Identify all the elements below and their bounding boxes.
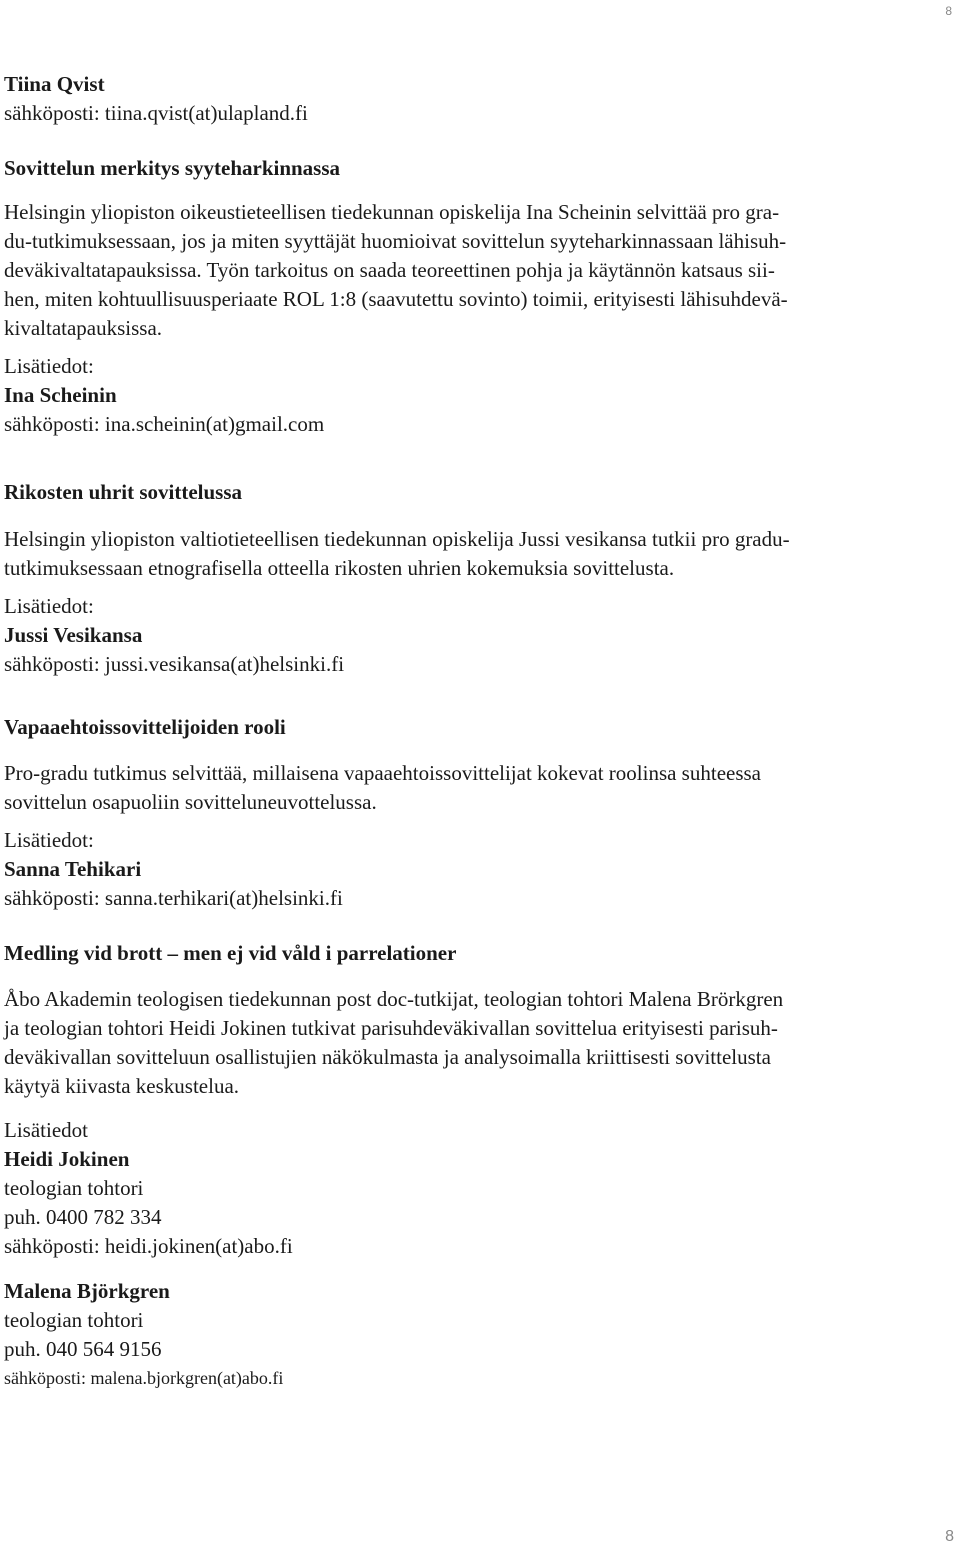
contact-name: Jussi Vesikansa bbox=[4, 623, 143, 647]
contact-name: Malena Björkgren bbox=[4, 1279, 170, 1303]
contact-title: teologian tohtori bbox=[4, 1308, 144, 1332]
info-label: Lisätiedot: bbox=[4, 354, 94, 378]
section-title: Medling vid brott – men ej vid våld i parrelationer bbox=[4, 941, 457, 965]
paragraph-line: tutkimuksessaan etnografisella otteella rikosten uhrien kokemuksia sovittelusta. bbox=[4, 556, 675, 580]
paragraph-line: ja teologian tohtori Heidi Jokinen tutkivat parisuhdeväkivallan sovittelua erityisesti parisuh- bbox=[4, 1016, 778, 1040]
section-title: Sovittelun merkitys syyteharkinnassa bbox=[4, 156, 341, 180]
info-label: Lisätiedot bbox=[4, 1118, 88, 1142]
paragraph-line: kivaltatapauksissa. bbox=[4, 316, 163, 340]
contact-name: Heidi Jokinen bbox=[4, 1147, 130, 1171]
section-title: Vapaaehtoissovittelijoiden rooli bbox=[4, 715, 286, 739]
paragraph-line: Helsingin yliopiston valtiotieteellisen tiedekunnan opiskelija Jussi vesikansa tutkii pro gradu- bbox=[4, 527, 790, 551]
page-number-top: 8 bbox=[945, 4, 952, 18]
section-title: Rikosten uhrit sovittelussa bbox=[4, 480, 243, 504]
contact-title: teologian tohtori bbox=[4, 1176, 144, 1200]
contact-email: sähköposti: sanna.terhikari(at)helsinki.fi bbox=[4, 886, 343, 910]
contact-email: sähköposti: heidi.jokinen(at)abo.fi bbox=[4, 1234, 293, 1258]
contact-name: Tiina Qvist bbox=[4, 72, 105, 96]
contact-phone: puh. 0400 782 334 bbox=[4, 1205, 162, 1229]
contact-email: sähköposti: malena.bjorkgren(at)abo.fi bbox=[4, 1368, 284, 1388]
contact-email: sähköposti: tiina.qvist(at)ulapland.fi bbox=[4, 101, 308, 125]
section-rikosten-uhrit bbox=[4, 478, 790, 679]
paragraph-line: käytyä kiivasta keskustelua. bbox=[4, 1074, 240, 1098]
contact-email: sähköposti: ina.scheinin(at)gmail.com bbox=[4, 412, 325, 436]
paragraph-line: du-tutkimuksessaan, jos ja miten syyttäjät huomioivat sovittelun syyteharkinnassaan lähisuh- bbox=[4, 229, 787, 253]
paragraph-line: sovittelun osapuoliin sovitteluneuvottelussa. bbox=[4, 790, 377, 814]
section-vapaaehtoissovittelijoiden-rooli bbox=[4, 713, 761, 913]
contact-name: Ina Scheinin bbox=[4, 383, 117, 407]
section-medling-vid-brott bbox=[4, 939, 783, 1393]
paragraph-line: Åbo Akademin teologisen tiedekunnan post doc-tutkijat, teologian tohtori Malena Brörkgren bbox=[4, 987, 784, 1011]
contact-name: Sanna Tehikari bbox=[4, 857, 142, 881]
paragraph-line: deväkivallan sovitteluun osallistujien näkökulmasta ja analysoimalla kriittisesti sovittelusta bbox=[4, 1045, 771, 1069]
section-sovittelun-merkitys bbox=[4, 154, 788, 439]
paragraph-line: deväkivaltatapauksissa. Työn tarkoitus on saada teoreettinen pohja ja käytännön katsaus sii- bbox=[4, 258, 775, 282]
info-label: Lisätiedot: bbox=[4, 828, 94, 852]
info-label: Lisätiedot: bbox=[4, 594, 94, 618]
contact-tiina bbox=[4, 70, 308, 128]
paragraph-line: Pro-gradu tutkimus selvittää, millaisena vapaaehtoissovittelijat kokevat roolinsa suhteessa bbox=[4, 761, 761, 785]
contact-email: sähköposti: jussi.vesikansa(at)helsinki.fi bbox=[4, 652, 345, 676]
paragraph-line: hen, miten kohtuullisuusperiaate ROL 1:8 (saavutettu sovinto) toimii, erityisesti lähisuhdevä- bbox=[4, 287, 788, 311]
contact-phone: puh. 040 564 9156 bbox=[4, 1337, 162, 1361]
page-number-bottom: 8 bbox=[945, 1528, 954, 1545]
paragraph-line: Helsingin yliopiston oikeustieteellisen tiedekunnan opiskelija Ina Scheinin selvittää pro gra- bbox=[4, 200, 780, 224]
